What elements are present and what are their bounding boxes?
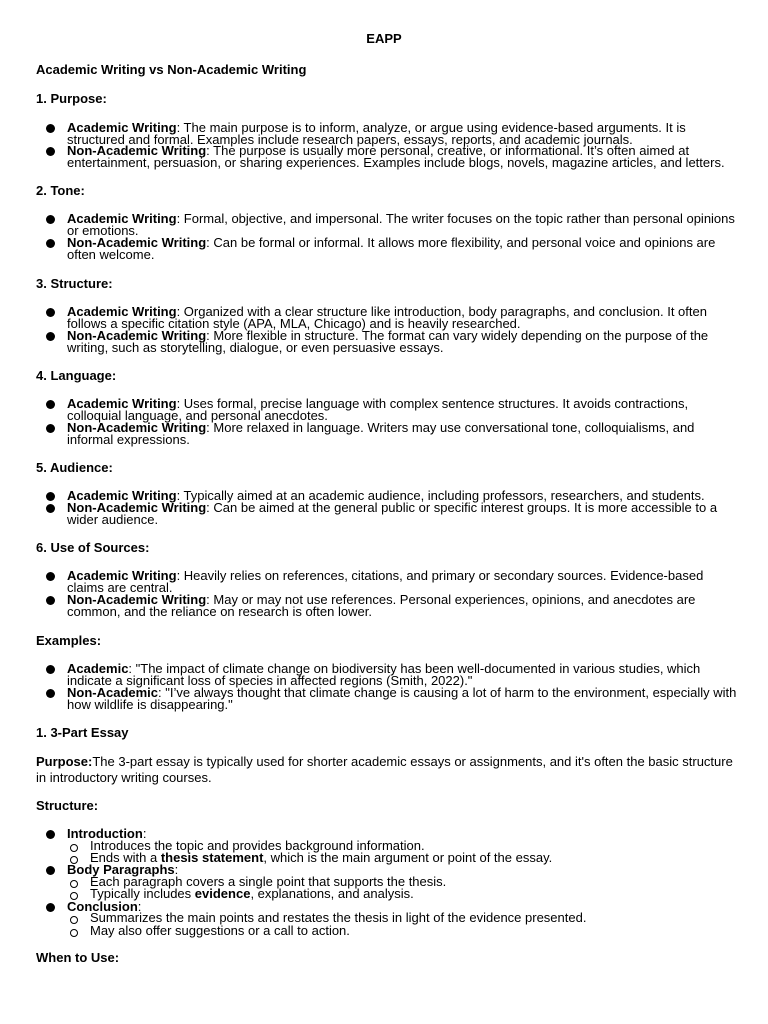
bullet-icon	[46, 215, 55, 224]
bullet-icon	[46, 308, 55, 317]
bullet-icon	[46, 424, 55, 433]
item-text: : Uses formal, precise language with complex sentence structures. It avoids contractions, colloquial language, and personal anecdotes.	[67, 396, 689, 423]
item-text: : "I’ve always thought that climate change is causing a lot of harm to the environment, especially with how wildlife is disappearing."	[67, 685, 737, 712]
list-item	[67, 663, 737, 687]
bullet-icon	[46, 332, 55, 341]
item-text: : Organized with a clear structure like introduction, body paragraphs, and conclusion. It often follows a specific citation style (APA, MLA, Chicago) and is heavily researched.	[67, 304, 707, 331]
purpose-label: Purpose:	[36, 754, 93, 769]
list-item	[67, 422, 737, 446]
sub-bullet-icon	[70, 844, 78, 852]
structure-heading: Structure:	[36, 798, 99, 813]
sub-list-item: Summarizes the main points and restates the thesis in light of the evidence presented.	[90, 910, 587, 925]
bullet-icon	[46, 147, 55, 156]
list-item	[67, 502, 737, 526]
item-label: Academic Writing	[67, 488, 177, 503]
when-to-use-heading: When to Use:	[36, 950, 120, 965]
sub-text: , which is the main argument or point of the essay.	[263, 850, 553, 865]
bullet-icon	[46, 830, 55, 839]
list-item	[67, 306, 737, 330]
bullet-icon	[46, 596, 55, 605]
sub-bold: thesis statement	[160, 850, 264, 865]
bullet-icon	[46, 492, 55, 501]
sub-list-item: Introduces the topic and provides background information.	[90, 838, 425, 853]
section-heading-language: 4. Language:	[36, 368, 117, 383]
list-item	[67, 594, 737, 618]
list-item	[67, 145, 737, 169]
item-text: : "The impact of climate change on biodiversity has been well-documented in various studies, which indicate a significant loss of species in affected regions (Smith, 2022)."	[67, 661, 701, 688]
sub-list-item	[90, 852, 740, 864]
essay-purpose	[36, 754, 736, 786]
sub-bullet-icon	[70, 916, 78, 924]
section-heading-sources: 6. Use of Sources:	[36, 540, 150, 555]
sub-bold: evidence	[194, 886, 251, 901]
item-label: Conclusion	[67, 899, 138, 914]
sub-list-item	[90, 888, 740, 900]
item-label: Academic Writing	[67, 304, 177, 319]
item-text: : Formal, objective, and impersonal. The writer focuses on the topic rather than personal opinions or emotions.	[67, 211, 735, 238]
item-label: Academic	[67, 661, 129, 676]
item-text: : The main purpose is to inform, analyze, or argue using evidence-based arguments. It is structured and formal. Examples include research papers, essays, reports, and academic journals.	[67, 120, 686, 147]
item-label: Non-Academic Writing	[67, 420, 207, 435]
bullet-icon	[46, 689, 55, 698]
item-text: : The purpose is usually more personal, creative, or informational. It’s often aimed at entertainment, persuasion, or sharing experiences. Examples include blogs, novels, magazine articles, and letters.	[67, 143, 725, 170]
purpose-text: The 3-part essay is typically used for shorter academic essays or assignments, and it's often the basic structure in introductory writing courses.	[36, 754, 733, 785]
item-label: Introduction	[67, 826, 143, 841]
list-item	[67, 213, 737, 237]
item-text: : More relaxed in language. Writers may use conversational tone, colloquialisms, and informal expressions.	[67, 420, 695, 447]
item-text: : Can be formal or informal. It allows more flexibility, and personal voice and opinions are often welcome.	[67, 235, 716, 262]
essay-heading: 1. 3-Part Essay	[36, 725, 129, 740]
bullet-icon	[46, 665, 55, 674]
list-item	[67, 330, 737, 354]
item-label: Non-Academic Writing	[67, 592, 207, 607]
item-suffix: :	[174, 862, 179, 877]
item-text: : Heavily relies on references, citations, and primary or secondary sources. Evidence-based claims are central.	[67, 568, 704, 595]
section-heading-examples: Examples:	[36, 633, 102, 648]
item-label: Academic Writing	[67, 120, 177, 135]
sub-bullet-icon	[70, 880, 78, 888]
item-label: Non-Academic	[67, 685, 159, 700]
item-text: : May or may not use references. Personal experiences, opinions, and anecdotes are common, and the reliance on research is often lower.	[67, 592, 696, 619]
bullet-icon	[46, 572, 55, 581]
section-heading-purpose: 1. Purpose:	[36, 91, 107, 106]
bullet-icon	[46, 504, 55, 513]
item-suffix: :	[137, 899, 142, 914]
item-label: Academic Writing	[67, 396, 177, 411]
main-heading: Academic Writing vs Non-Academic Writing	[36, 62, 307, 77]
item-text: : Can be aimed at the general public or specific interest groups. It is more accessible to a wider audience.	[67, 500, 718, 527]
sub-text: Typically includes	[90, 886, 195, 901]
list-item	[67, 570, 737, 594]
bullet-icon	[46, 239, 55, 248]
list-item	[67, 237, 737, 261]
item-label: Academic Writing	[67, 211, 177, 226]
item-label: Non-Academic Writing	[67, 328, 207, 343]
item-text: : More flexible in structure. The format can vary widely depending on the purpose of the writing, such as storytelling, dialogue, or even persuasive essays.	[67, 328, 709, 355]
sub-list-item: Each paragraph covers a single point that supports the thesis.	[90, 874, 447, 889]
section-heading-audience: 5. Audience:	[36, 460, 113, 475]
bullet-icon	[46, 400, 55, 409]
item-suffix: :	[142, 826, 147, 841]
bullet-icon	[46, 903, 55, 912]
item-label: Body Paragraphs	[67, 862, 175, 877]
bullet-icon	[46, 124, 55, 133]
sub-text: Ends with a	[90, 850, 161, 865]
sub-text: , explanations, and analysis.	[250, 886, 414, 901]
list-item	[67, 687, 737, 711]
sub-list-item: May also offer suggestions or a call to action.	[90, 923, 350, 938]
item-label: Non-Academic Writing	[67, 500, 207, 515]
item-label: Academic Writing	[67, 568, 177, 583]
sub-bullet-icon	[70, 929, 78, 937]
section-heading-structure: 3. Structure:	[36, 276, 113, 291]
bullet-icon	[46, 866, 55, 875]
document-title: EAPP	[366, 31, 402, 46]
list-item	[67, 398, 737, 422]
item-label: Non-Academic Writing	[67, 235, 207, 250]
item-text: : Typically aimed at an academic audience, including professors, researchers, and students.	[176, 488, 705, 503]
section-heading-tone: 2. Tone:	[36, 183, 85, 198]
item-label: Non-Academic Writing	[67, 143, 207, 158]
